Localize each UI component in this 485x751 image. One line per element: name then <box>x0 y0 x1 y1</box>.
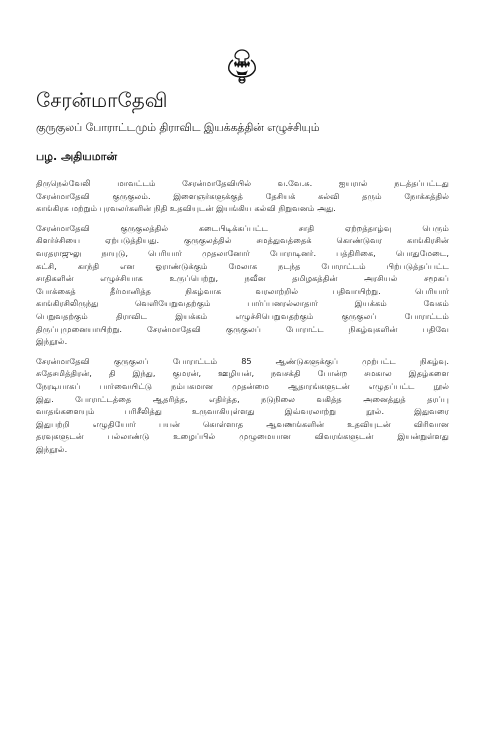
text-line: தரவுகளுடன் பல்லாண்டு உழைப்பில் முழுமையான விவரங்களுடன் இயன்றுள்ளது <box>36 431 449 442</box>
text-line: காங்கிரசிலிருந்து வெளியேறுவதற்கும் பார்ப்பனரல்லாதார் இயக்கம் வேகம் <box>36 298 449 309</box>
text-line: சேரன்மாதேவி குருகுலம். இளைஞர்களுக்குத் தேசியக் கல்வி தரும் நோக்கத்தில் <box>36 190 449 201</box>
text-line: சேரன்மாதேவி குருகுலத்தில் கடைபிடிக்கப்பட்ட சாதி ஏற்றத்தாழ்வு பெரும் <box>36 222 449 233</box>
text-line: திருப்புமுனையாயிற்று. சேரன்மாதேவி குருகுலப் போராட்ட நிகழ்வுகளின் பதிவே <box>36 323 449 334</box>
text-line: காங்கிரசு மற்றும் புரவலர்களின் நிதி உதவியுடன் இயங்கிய கல்வி நிறுவனம் அது. <box>36 203 336 214</box>
text-line: வரதராஜுலு நாயுடு, பெரியார் முதலானோர் போராடினர். பத்திரிகை, பொதுமேடை, <box>36 247 449 258</box>
text-line: இந்நூல். <box>36 443 68 454</box>
text-line: வாதங்களையும் பரிசீலித்து உருவாகியுள்ளது இவ்வரலாற்று நூல். இதுவரை <box>36 406 449 417</box>
book-title: சேரன்மாதேவி <box>36 88 168 112</box>
synopsis-paragraph <box>36 355 449 456</box>
synopsis-paragraph <box>36 177 449 215</box>
synopsis <box>36 177 449 462</box>
book-subtitle: குருகுலப் போராட்டமும் திராவிட இயக்கத்தின் எழுச்சியும் <box>36 121 320 134</box>
publisher-emblem-icon <box>222 46 262 86</box>
text-line: சுதேசமித்திரன், தி இந்து, குமரன், ஊழியன், நவசக்தி போன்ற சமகால இதழ்களை <box>36 368 449 379</box>
text-line: சாதிகளின் எழுச்சியாக உருப்பெற்று, நவீன தமிழகத்தின் அரசியல் சமூகப் <box>36 273 449 284</box>
text-line: நேரடியாகப் பார்வையிட்டு நம்பகமான முதன்மை ஆதாரங்களுடன் எழுதப்பட்ட நூல் <box>36 380 449 391</box>
text-line: திருநெல்வேலி மாவட்டம் சேரன்மாதேவியில் வ.வே.சு. ஐயரால் நடத்தப்பட்டது <box>36 178 449 188</box>
author-name: பழ. அதியமான் <box>36 150 117 163</box>
text-line: சேரன்மாதேவி குருகுலப் போராட்டம் 85 ஆண்டுகளுக்குப் முற்பட்ட நிகழ்வு. <box>36 355 449 366</box>
text-line: போக்கைத் தீர்மானித்த நிகழ்வாக வரலாற்றில் பதிவாயிற்று. பெரியார் <box>36 285 449 296</box>
text-line: இதுபற்றி எழுதியோர் பயன் கொள்ளாத ஆவணங்களின் உதவியுடன் விரிவான <box>36 418 449 429</box>
text-line: பெறுவதற்கும் திராவிட இயக்கம் எழுச்சிபெறுவதற்கும் குருகுலப் போராட்டம் <box>36 310 449 321</box>
text-line: இந்நூல். <box>36 336 68 347</box>
synopsis-paragraph <box>36 222 449 348</box>
text-line: கட்சி, காந்தி என ஓராண்டுக்கும் மேலாக நடந்த போராட்டம் பிற்படுத்தப்பட்ட <box>36 260 449 271</box>
text-line: இது. போராட்டத்தை ஆதரித்த, எதிர்த்த, நடுநிலை வகித்த அனைத்துத் தரப்பு <box>36 393 449 404</box>
text-line: கிளர்ச்சியை ஏற்படுத்தியது. குருகுலத்தில் சமத்துவத்தைக் கொண்டுவர காங்கிரசின் <box>36 235 449 246</box>
